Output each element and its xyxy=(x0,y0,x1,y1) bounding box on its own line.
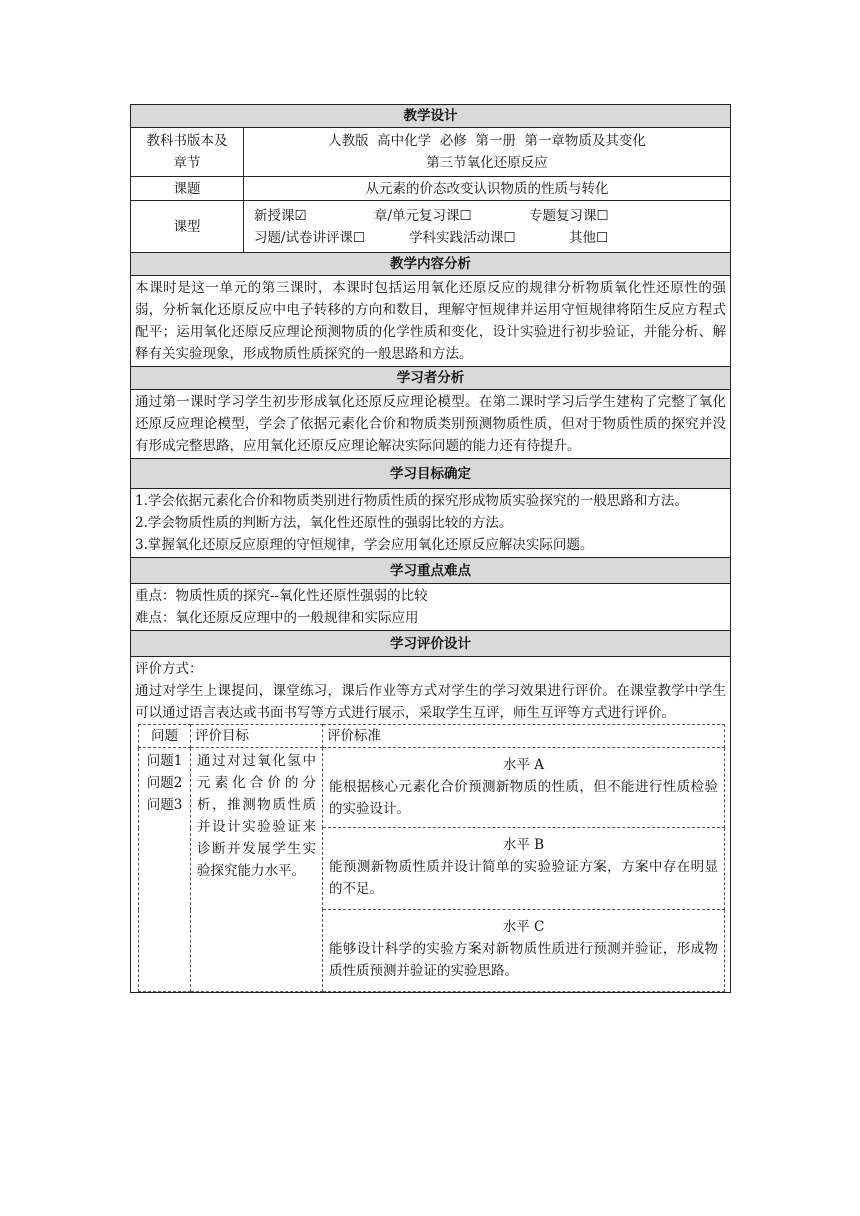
topic-label: 课题 xyxy=(131,177,244,201)
lesson-type-label: 课型 xyxy=(131,201,244,253)
level-c-desc: 能够设计科学的实验方案对新物质性质进行预测并验证，形成物质性质预测并验证的实验思路。 xyxy=(329,941,718,979)
level-c-cell xyxy=(323,910,725,992)
lesson-plan-document xyxy=(130,104,730,993)
textbook-label xyxy=(131,128,244,177)
topic-value: 从元素的价态改变认识物质的性质与转化 xyxy=(244,177,731,201)
lesson-type-option[interactable]: 其他☐ xyxy=(569,229,609,246)
level-a-cell xyxy=(323,748,725,828)
evaluation-criteria-table xyxy=(138,724,725,992)
question-cell: 问题1问题2问题3 xyxy=(139,748,191,992)
level-b-desc: 能预测新物质性质并设计简单的实验验证方案，方案中存在明显的不足。 xyxy=(329,859,718,897)
lesson-type-option[interactable]: 学科实践活动课☐ xyxy=(409,229,516,246)
learner-analysis-text: 通过第一课时学习学生初步形成氧化还原反应理论模型。在第二课时学习后学生建构了完整了氧化还原反应理论模型，学会了依据元素化合价和物质类别预测物质性质，但对于物质性质的探究并没有形成完整思路，应用氧化还原反应理论解决实际问题的能力还有待提升。 xyxy=(131,390,731,459)
learner-analysis-heading: 学习者分析 xyxy=(131,367,731,390)
content-analysis-text: 本课时是这一单元的第三课时，本课时包括运用氧化还原反应的规律分析物质氧化性还原性的强弱，分析氧化还原反应中电子转移的方向和数目，理解守恒规律并运用守恒规律将陌生反应方程式配平；运用氧化还原反应理论预测物质的化学性质和变化，设计实验进行初步验证，并能分析、解释有关实验现象，形成物质性质探究的一般思路和方法。 xyxy=(131,276,731,367)
key-points-heading: 学习重点难点 xyxy=(131,558,731,584)
evaluation-method-label: 评价方式： xyxy=(135,661,203,677)
level-c-title: 水平 C xyxy=(502,919,545,935)
lesson-plan-table xyxy=(130,104,731,993)
goal-cell: 通过对过氧化氢中元素化合价的分析，推测物质性质并设计实验验证来诊断并发展学生实验探究能力水平。 xyxy=(191,748,323,992)
textbook-label-line1: 教科书版本及 xyxy=(146,133,228,149)
lesson-type-option[interactable]: 专题复习课☐ xyxy=(529,207,609,224)
key-point-text: 重点：物质性质的探究--氧化性还原性强弱的比较 xyxy=(135,588,428,604)
level-a-desc: 能根据核心元素化合价预测新物质的性质，但不能进行性质检验的实验设计。 xyxy=(329,779,718,817)
textbook-value-line1: 人教版 高中化学 必修 第一册 第一章物质及其变化 xyxy=(328,133,646,149)
lesson-type-option[interactable]: 新授课☑ xyxy=(254,207,307,224)
lesson-type-option[interactable]: 习题/试卷讲评课☐ xyxy=(254,229,366,246)
textbook-value-line2: 第三节氧化还原反应 xyxy=(426,155,548,171)
column-header-goal: 评价目标 xyxy=(191,725,323,748)
objective-item: 2.学会物质性质的判断方法，氧化性还原性的强弱比较的方法。 xyxy=(135,515,513,531)
evaluation-method-text: 通过对学生上课提问，课堂练习，课后作业等方式对学生的学习效果进行评价。在课堂教学中学生可以通过语言表达或书面书写等方式进行展示，采取学生互评，师生互评等方式进行评价。 xyxy=(135,683,726,721)
lesson-type-row-2 xyxy=(254,227,720,249)
column-header-question: 问题 xyxy=(139,725,191,748)
objectives-list xyxy=(131,489,731,558)
document-title: 教学设计 xyxy=(131,105,731,128)
column-header-criteria: 评价标准 xyxy=(323,725,725,748)
lesson-type-options xyxy=(244,201,731,253)
textbook-label-line2: 章节 xyxy=(173,155,201,171)
key-points-body xyxy=(131,584,731,631)
level-a-title: 水平 A xyxy=(502,757,545,773)
objective-item: 1.学会依据元素化合价和物质类别进行物质性质的探究形成物质实验探究的一般思路和方法。 xyxy=(135,493,688,509)
objectives-heading: 学习目标确定 xyxy=(131,459,731,489)
difficulty-text: 难点：氧化还原反应理中的一般规律和实际应用 xyxy=(135,610,419,626)
lesson-type-row-1 xyxy=(254,205,720,227)
evaluation-body xyxy=(131,657,731,993)
level-b-cell xyxy=(323,828,725,910)
content-analysis-heading: 教学内容分析 xyxy=(131,253,731,276)
lesson-type-option[interactable]: 章/单元复习课☐ xyxy=(374,207,472,224)
level-b-title: 水平 B xyxy=(502,837,545,853)
evaluation-heading: 学习评价设计 xyxy=(131,631,731,657)
objective-item: 3.掌握氧化还原反应原理的守恒规律，学会应用氧化还原反应解决实际问题。 xyxy=(135,537,594,553)
textbook-value xyxy=(244,128,731,177)
